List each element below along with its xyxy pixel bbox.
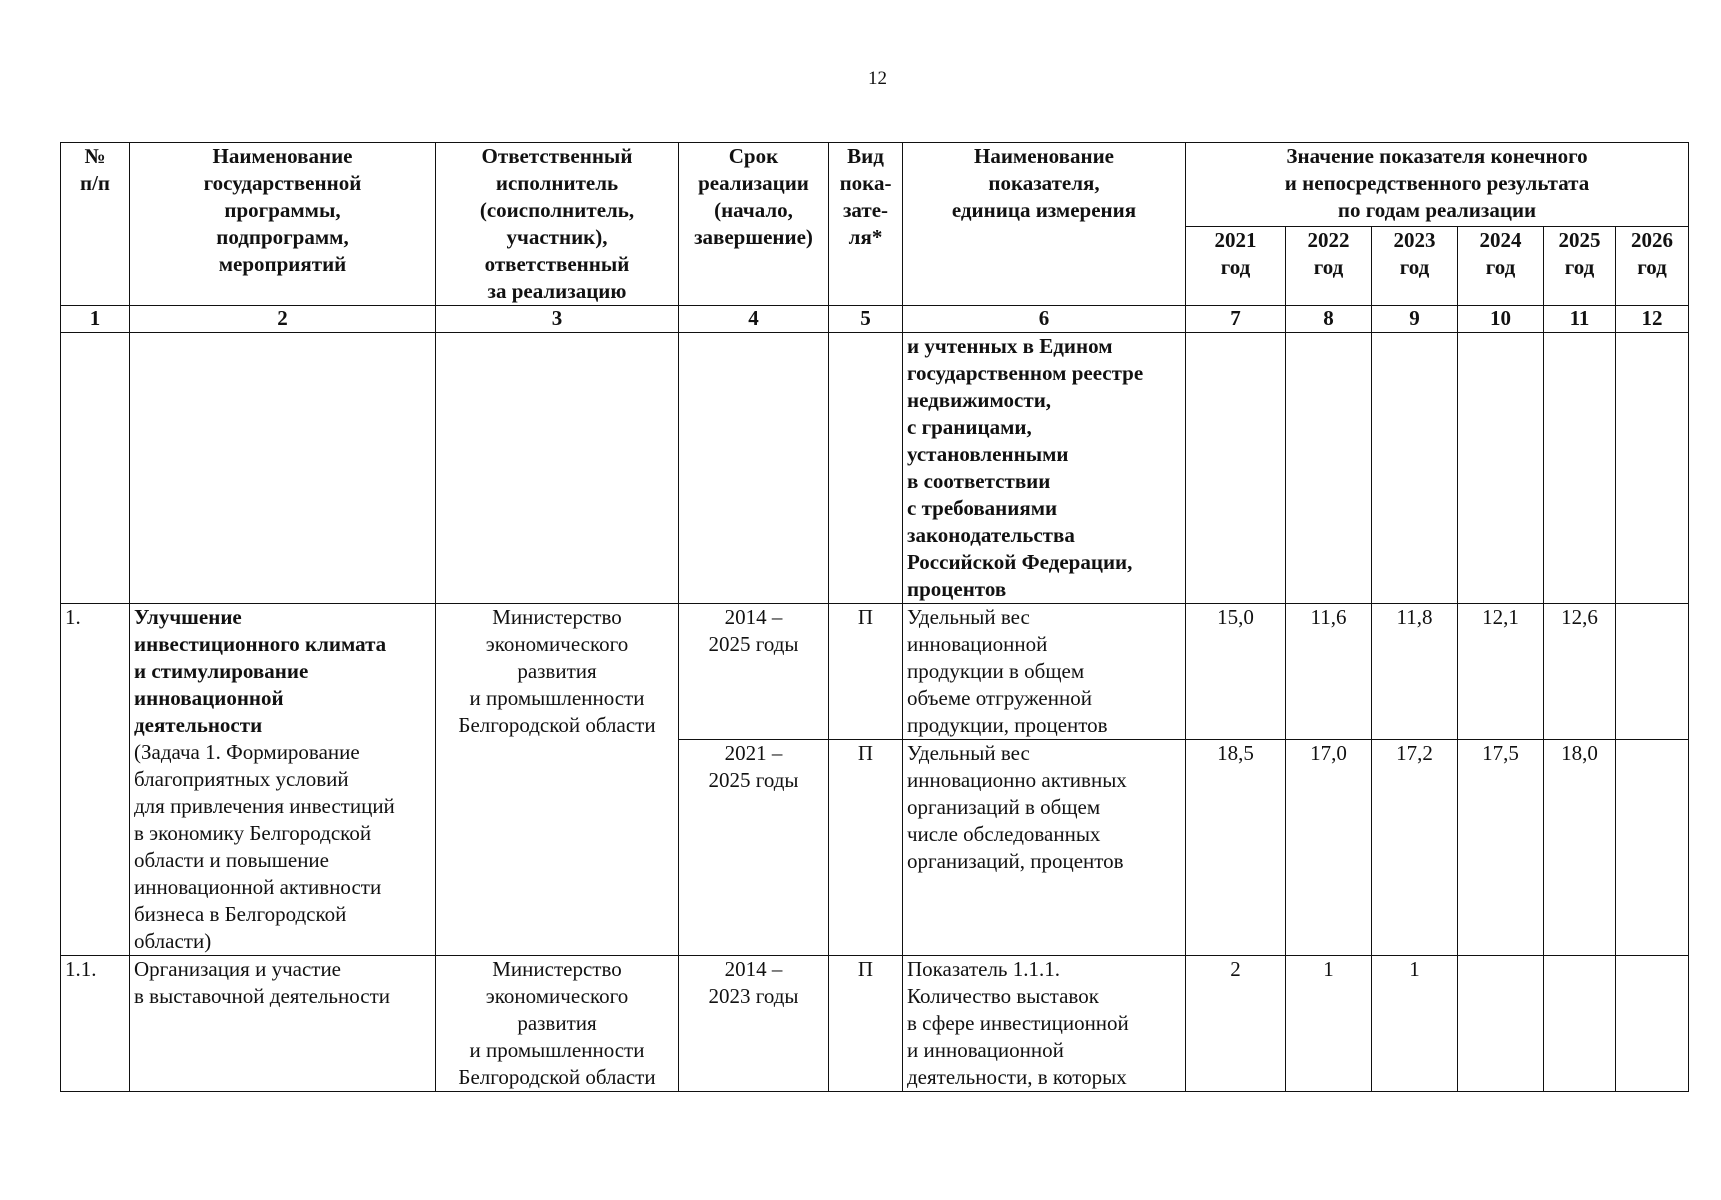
value-2025 (1544, 956, 1616, 1092)
header-year-2021: 2021 год (1186, 226, 1286, 306)
indicator-name: Показатель 1.1.1. Количество выставок в сфере инвестиционной и инновационной деятельности, в которых (903, 956, 1186, 1092)
column-number: 9 (1372, 306, 1458, 333)
header-indicator-name: Наименование показателя, единица измерения (903, 143, 1186, 306)
cell-empty (1286, 333, 1372, 604)
value-2024: 12,1 (1458, 604, 1544, 740)
value-2022: 11,6 (1286, 604, 1372, 740)
value-2022: 1 (1286, 956, 1372, 1092)
value-2023: 1 (1372, 956, 1458, 1092)
value-2024: 17,5 (1458, 740, 1544, 956)
executor: Министерство экономического развития и промышленности Белгородской области (436, 604, 679, 956)
header-row (61, 143, 1689, 227)
header-year-2026: 2026 год (1616, 226, 1689, 306)
program-name: Улучшение инвестиционного климата и стимулирование инновационной деятельности (134, 605, 387, 737)
column-number: 6 (903, 306, 1186, 333)
column-numbers-row (61, 306, 1689, 333)
cell-empty (829, 333, 903, 604)
cell-empty (1186, 333, 1286, 604)
table-row-program-1 (61, 604, 1689, 740)
value-2025: 18,0 (1544, 740, 1616, 956)
program-task: (Задача 1. Формирование благоприятных условий для привлечения инвестиций в экономику Белгородской области и повышение инновационной активности бизнеса в Белгородской области) (134, 740, 395, 953)
indicator-type: П (829, 956, 903, 1092)
value-2026 (1616, 740, 1689, 956)
value-2024 (1458, 956, 1544, 1092)
header-program-name: Наименование государственной программы, подпрограмм, мероприятий (130, 143, 436, 306)
row-number: 1.1. (61, 956, 130, 1092)
header-executor: Ответственный исполнитель (соисполнитель, участник), ответственный за реализацию (436, 143, 679, 306)
column-number: 5 (829, 306, 903, 333)
cell-empty (1544, 333, 1616, 604)
column-number: 7 (1186, 306, 1286, 333)
header-year-2025: 2025 год (1544, 226, 1616, 306)
term: 2014 – 2025 годы (679, 604, 829, 740)
cell-empty (61, 333, 130, 604)
cell-empty (1458, 333, 1544, 604)
indicator-name: Удельный вес инновационно активных организаций в общем числе обследованных организаций, процентов (903, 740, 1186, 956)
term: 2014 – 2023 годы (679, 956, 829, 1092)
column-number: 11 (1544, 306, 1616, 333)
header-term: Срок реализации (начало, завершение) (679, 143, 829, 306)
term: 2021 – 2025 годы (679, 740, 829, 956)
indicators-table (60, 142, 1689, 1092)
column-number: 12 (1616, 306, 1689, 333)
column-number: 4 (679, 306, 829, 333)
header-number: № п/п (61, 143, 130, 306)
column-number: 8 (1286, 306, 1372, 333)
header-year-2024: 2024 год (1458, 226, 1544, 306)
cell-empty (679, 333, 829, 604)
executor: Министерство экономического развития и промышленности Белгородской области (436, 956, 679, 1092)
indicator-continuation-text: и учтенных в Едином государственном реестре недвижимости, с границами, установленными в соответствии с требованиями законодательства Российской Федерации, процентов (903, 333, 1186, 604)
indicator-type: П (829, 604, 903, 740)
cell-empty (436, 333, 679, 604)
value-2023: 11,8 (1372, 604, 1458, 740)
indicator-type: П (829, 740, 903, 956)
header-year-2022: 2022 год (1286, 226, 1372, 306)
table-row-continuation (61, 333, 1689, 604)
header-year-2023: 2023 год (1372, 226, 1458, 306)
value-2022: 17,0 (1286, 740, 1372, 956)
page-number: 12 (868, 68, 887, 89)
value-2021: 18,5 (1186, 740, 1286, 956)
program-name-cell (130, 604, 436, 956)
value-2025: 12,6 (1544, 604, 1616, 740)
table-row-activity-1-1 (61, 956, 1689, 1092)
column-number: 2 (130, 306, 436, 333)
value-2026 (1616, 604, 1689, 740)
row-number: 1. (61, 604, 130, 956)
indicator-name: Удельный вес инновационной продукции в общем объеме отгруженной продукции, процентов (903, 604, 1186, 740)
column-number: 3 (436, 306, 679, 333)
value-2023: 17,2 (1372, 740, 1458, 956)
header-values-group: Значение показателя конечного и непосредственного результата по годам реализации (1186, 143, 1689, 227)
activity-name: Организация и участие в выставочной деятельности (130, 956, 436, 1092)
value-2021: 2 (1186, 956, 1286, 1092)
value-2026 (1616, 956, 1689, 1092)
header-indicator-type: Вид пока- зате- ля* (829, 143, 903, 306)
value-2021: 15,0 (1186, 604, 1286, 740)
column-number: 1 (61, 306, 130, 333)
cell-empty (1616, 333, 1689, 604)
cell-empty (130, 333, 436, 604)
cell-empty (1372, 333, 1458, 604)
column-number: 10 (1458, 306, 1544, 333)
